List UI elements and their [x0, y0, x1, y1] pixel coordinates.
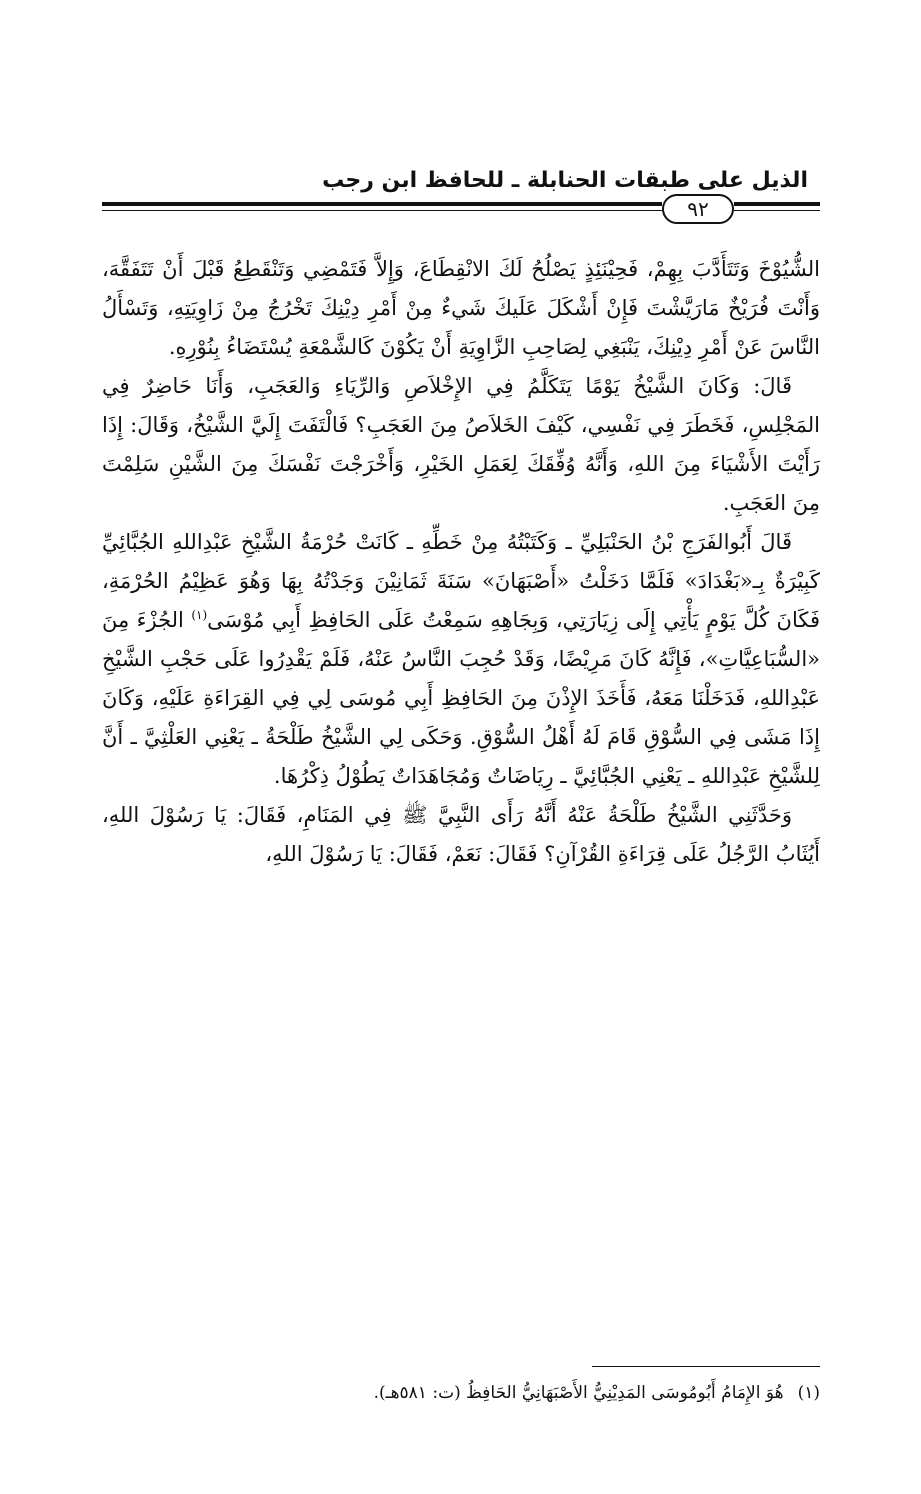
header-rule-thin-left [102, 210, 662, 211]
page-number: ٩٢ [662, 194, 734, 224]
header-rule-thin-right [734, 210, 820, 211]
footnote-text: هُوَ الإِمَامُ أَبُومُوسَى المَدِيْنِيُّ الأَصْبَهَانِيُّ الحَافِظُ (ت: ٥٨١هـ). [373, 1383, 784, 1403]
paragraph-3-part-1: قَالَ أَبُوالفَرَجِ بْنُ الحَنْبَلِيِّ ـ وَكَتَبْتُهُ مِنْ خَطِّهِ ـ كَانَتْ حُرْمَةُ الشَّيْخِ عَبْدِاللهِ الجُبَّائِيِّ كَبِيْرَةٌ بِـ«بَغْدَادَ» فَلَمَّا دَخَلْتُ «أَصْبَهَانَ» سَنَةَ ثَمَانِيْنَ وَجَدْتُهُ بِهَا وَهُوَ عَظِيْمُ الحُرْمَةِ، فَكَانَ كُلَّ يَوْمٍ يَأْتِي إِلَى زِيَارَتِي، وَبِجَاهِهِ سَمِعْتُ عَلَى الحَافِظِ أَبِي مُوْسَى [102, 530, 820, 632]
footnote-reference[interactable]: (١) [191, 608, 208, 622]
paragraph-3 [102, 523, 820, 796]
footnote-number: (١) [797, 1383, 820, 1403]
running-title: الذيل على طبقات الحنابلة ـ للحافظ ابن رجب [322, 168, 808, 193]
body-text [102, 250, 820, 1255]
footnote-separator [592, 1366, 820, 1367]
paragraph-2: قَالَ: وَكَانَ الشَّيْخُ يَوْمًا يَتَكَلَّمُ فِي الإِخْلاَصِ وَالرِّيَاءِ وَالعَجَبِ، وَأَنَا حَاضِرٌ فِي المَجْلِسِ، فَخَطَرَ فِي نَفْسِي، كَيْفَ الخَلاَصُ مِنَ العَجَبِ؟ فَالْتَفَتَ إِلَيَّ الشَّيْخُ، وَقَالَ: إِذَا رَأَيْتَ الأَشْيَاءَ مِنَ اللهِ، وَأَنَّهُ وُفِّقَكَ لِعَمَلِ الخَيْرِ، وَأَخْرَجْتَ نَفْسَكَ مِنَ الشَّيْنِ سَلِمْتَ مِنَ العَجَبِ. [102, 374, 820, 515]
footnote [102, 1378, 820, 1408]
header-rule-thick-right [734, 202, 820, 206]
paragraph-3-part-2: الجُزْءَ مِنَ «السُّبَاعِيَّاتِ»، فَإِنَّهُ كَانَ مَرِيْضًا، وَقَدْ حُجِبَ النَّاسُ عَنْهُ، فَلَمْ يَقْدِرُوا عَلَى حَجْبِ الشَّيْخِ عَبْدِاللهِ، فَدَخَلْنَا مَعَهُ، فَأَخَذَ الإِذْنَ مِنَ الحَافِظِ أَبِي مُوسَى لِي فِي القِرَاءَةِ عَلَيْهِ، وَكَانَ إِذَا مَشَى فِي السُّوْقِ قَامَ لَهُ أَهْلُ السُّوْقِ. وَحَكَى لِي الشَّيْخُ طَلْحَةُ ـ يَعْنِي العَلْثِيَّ ـ أَنَّ لِلشَّيْخِ عَبْدِاللهِ ـ يَعْنِي الجُبَّائِيَّ ـ رِيَاضَاتٌ وَمُجَاهَدَاتٌ يَطُوْلُ ذِكْرُهَا. [102, 608, 820, 788]
paragraph-1: الشُّيُوْخَ وَتَتَأَدَّبَ بِهِمْ، فَحِيْنَئِذٍ يَصْلُحُ لَكَ الانْقِطَاعَ، وَإِلاَّ فَتَمْضِي وَتَنْقَطِعُ قَبْلَ أَنْ تَتَفَقَّهَ، وَأَنْتَ فُرَيْخٌ مَارَيَّشْتَ فَإِنْ أَشْكَلَ عَلَيكَ شَيءٌ مِنْ أَمْرِ دِيْنِكَ تَخْرُجُ مِنْ زَاوِيَتِهِ، وَتَسْأَلُ النَّاسَ عَنْ أَمْرِ دِيْنِكَ، يَنْبَغِي لِصَاحِبِ الزَّاوِيَةِ أَنْ يَكُوْنَ كَالشَّمْعَةِ يُسْتَضَاءُ بِنُوْرِهِ. [102, 257, 820, 359]
page-header [102, 166, 820, 238]
paragraph-4: وَحَدَّثَنِي الشَّيْخُ طَلْحَةُ عَنْهُ أَنَّهُ رَأَى النَّبِيَّ ﷺ فِي المَنَامِ، فَقَالَ: يَا رَسُوْلَ اللهِ، أَيُثَابُ الرَّجُلُ عَلَى قِرَاءَةِ القُرْآنِ؟ فَقَالَ: نَعَمْ، فَقَالَ: يَا رَسُوْلَ اللهِ، [102, 803, 820, 866]
header-rule-thick-left [102, 202, 662, 206]
